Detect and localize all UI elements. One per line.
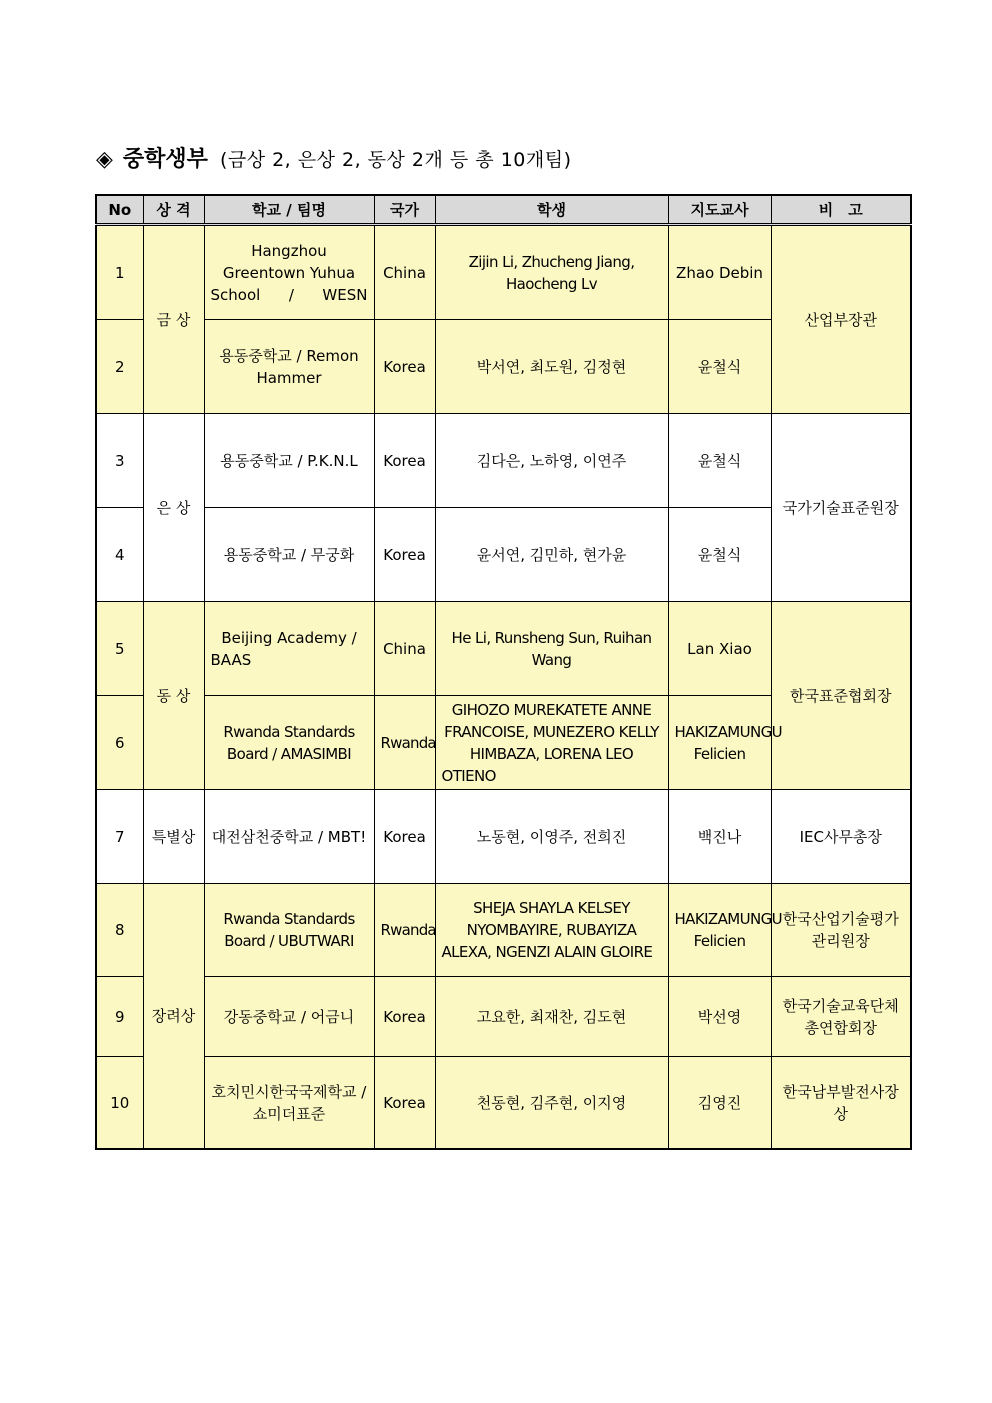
row-no: 9 bbox=[96, 977, 143, 1057]
row-advisor: HAKIZAMUNGU Felicien bbox=[668, 696, 771, 790]
table-header-row bbox=[96, 195, 911, 225]
row-school-team: 용동중학교 / P.K.N.L bbox=[204, 414, 374, 508]
row-remark: 한국산업기술평가관리원장 bbox=[771, 884, 911, 977]
row-students: He Li, Runsheng Sun, Ruihan Wang bbox=[435, 602, 668, 696]
row-students: 김다은, 노하영, 이연주 bbox=[435, 414, 668, 508]
row-no: 5 bbox=[96, 602, 143, 696]
row-students: GIHOZO MUREKATETE ANNE FRANCOISE, MUNEZERO KELLY HIMBAZA, LORENA LEO OTIENO bbox=[435, 696, 668, 790]
grade-silver: 은 상 bbox=[143, 414, 204, 602]
section-subtitle: (금상 2, 은상 2, 동상 2개 등 총 10개팀) bbox=[219, 149, 572, 171]
row-no: 6 bbox=[96, 696, 143, 790]
row-country: Korea bbox=[374, 414, 435, 508]
diamond-bullet-icon: ◈ bbox=[96, 147, 113, 172]
grade-bronze: 동 상 bbox=[143, 602, 204, 790]
row-advisor: HAKIZAMUNGU Felicien bbox=[668, 884, 771, 977]
header-remarks: 비 고 bbox=[771, 195, 911, 225]
table-row bbox=[96, 225, 911, 320]
row-school-team: 호치민시한국국제학교 / 쇼미더표준 bbox=[204, 1057, 374, 1150]
row-country: China bbox=[374, 602, 435, 696]
awards-table bbox=[95, 194, 912, 1150]
row-no: 8 bbox=[96, 884, 143, 977]
row-students: 고요한, 최재찬, 김도현 bbox=[435, 977, 668, 1057]
table-row bbox=[96, 602, 911, 696]
row-country: Korea bbox=[374, 790, 435, 884]
table-row bbox=[96, 790, 911, 884]
row-country: Korea bbox=[374, 320, 435, 414]
row-country: Rwanda bbox=[374, 884, 435, 977]
row-advisor: Lan Xiao bbox=[668, 602, 771, 696]
row-students: SHEJA SHAYLA KELSEY NYOMBAYIRE, RUBAYIZA ALEXA, NGENZI ALAIN GLOIRE bbox=[435, 884, 668, 977]
remark-bronze: 한국표준협회장 bbox=[771, 602, 911, 790]
row-advisor: 박선영 bbox=[668, 977, 771, 1057]
row-students: 윤서연, 김민하, 현가윤 bbox=[435, 508, 668, 602]
row-remark: 한국기술교육단체총연합회장 bbox=[771, 977, 911, 1057]
header-school-team: 학교 / 팀명 bbox=[204, 195, 374, 225]
row-advisor: 윤철식 bbox=[668, 414, 771, 508]
row-students: 천동현, 김주현, 이지영 bbox=[435, 1057, 668, 1150]
row-advisor: 백진나 bbox=[668, 790, 771, 884]
table-row bbox=[96, 414, 911, 508]
row-country: China bbox=[374, 225, 435, 320]
section-heading bbox=[96, 142, 572, 176]
row-school-team: 용동중학교 / Remon Hammer bbox=[204, 320, 374, 414]
row-school-team: Rwanda Standards Board / UBUTWARI bbox=[204, 884, 374, 977]
header-no: No bbox=[96, 195, 143, 225]
section-title: 중학생부 bbox=[122, 147, 208, 172]
row-remark: 한국남부발전사장상 bbox=[771, 1057, 911, 1150]
row-school-team: 용동중학교 / 무궁화 bbox=[204, 508, 374, 602]
row-country: Korea bbox=[374, 977, 435, 1057]
row-country: Korea bbox=[374, 1057, 435, 1150]
row-school-team: Beijing Academy / BAAS bbox=[204, 602, 374, 696]
row-no: 2 bbox=[96, 320, 143, 414]
row-school-team: 강동중학교 / 어금니 bbox=[204, 977, 374, 1057]
row-advisor: 김영진 bbox=[668, 1057, 771, 1150]
row-advisor: 윤철식 bbox=[668, 508, 771, 602]
header-advisor: 지도교사 bbox=[668, 195, 771, 225]
remark-gold: 산업부장관 bbox=[771, 225, 911, 414]
header-grade: 상 격 bbox=[143, 195, 204, 225]
table-row bbox=[96, 884, 911, 977]
grade-special: 특별상 bbox=[143, 790, 204, 884]
remark-silver: 국가기술표준원장 bbox=[771, 414, 911, 602]
row-no: 10 bbox=[96, 1057, 143, 1150]
table-row bbox=[96, 977, 911, 1057]
row-advisor: Zhao Debin bbox=[668, 225, 771, 320]
row-advisor: 윤철식 bbox=[668, 320, 771, 414]
row-students: Zijin Li, Zhucheng Jiang, Haocheng Lv bbox=[435, 225, 668, 320]
row-no: 3 bbox=[96, 414, 143, 508]
row-no: 4 bbox=[96, 508, 143, 602]
remark-special: IEC사무총장 bbox=[771, 790, 911, 884]
row-school-team: Hangzhou Greentown Yuhua School / WESN bbox=[204, 225, 374, 320]
grade-encourage: 장려상 bbox=[143, 884, 204, 1150]
header-country: 국가 bbox=[374, 195, 435, 225]
table-row bbox=[96, 1057, 911, 1150]
header-students: 학생 bbox=[435, 195, 668, 225]
row-country: Rwanda bbox=[374, 696, 435, 790]
row-no: 7 bbox=[96, 790, 143, 884]
grade-gold: 금 상 bbox=[143, 225, 204, 414]
row-country: Korea bbox=[374, 508, 435, 602]
row-no: 1 bbox=[96, 225, 143, 320]
row-school-team: 대전삼천중학교 / MBT! bbox=[204, 790, 374, 884]
row-students: 박서연, 최도원, 김정현 bbox=[435, 320, 668, 414]
row-school-team: Rwanda Standards Board / AMASIMBI bbox=[204, 696, 374, 790]
row-students: 노동현, 이영주, 전희진 bbox=[435, 790, 668, 884]
